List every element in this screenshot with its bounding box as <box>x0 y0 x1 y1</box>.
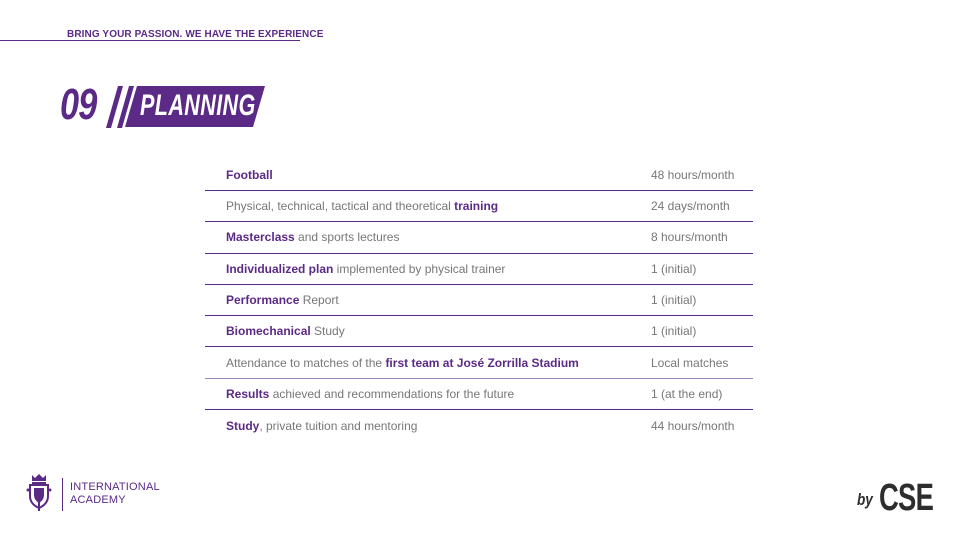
activity-text: Study <box>310 324 345 339</box>
tagline: BRING YOUR PASSION. WE HAVE THE EXPERIENCE <box>67 29 324 40</box>
activity-text: Attendance to matches of the <box>226 355 386 370</box>
activity-text: Report <box>299 293 339 308</box>
amount-cell: 1 (at the end) <box>651 386 723 401</box>
by-label: by <box>857 490 873 509</box>
table-row <box>205 316 753 347</box>
amount-cell: 8 hours/month <box>651 230 728 245</box>
activity-highlight: Results <box>226 386 270 401</box>
activity-highlight: first team at José Zorrilla Stadium <box>385 355 579 370</box>
amount-cell: 1 (initial) <box>651 293 697 308</box>
activity-text: achieved and recommendations for the future <box>269 386 515 401</box>
tagline-underline <box>0 40 300 41</box>
table-row <box>205 347 753 378</box>
activity-cell <box>205 324 651 338</box>
activity-text: , private tuition and mentoring <box>259 418 418 433</box>
amount-cell: 48 hours/month <box>651 168 735 182</box>
activity-highlight: Performance <box>226 293 300 308</box>
academy-name <box>70 481 160 507</box>
amount-cell: 24 days/month <box>651 199 730 214</box>
brand-logo: CSE <box>879 477 934 519</box>
activity-cell <box>205 262 651 276</box>
table-row <box>205 254 753 285</box>
activity-cell <box>205 419 651 433</box>
table-row <box>205 191 753 222</box>
activity-cell <box>205 293 651 307</box>
table-row <box>205 160 753 191</box>
activity-cell <box>205 199 651 213</box>
activity-text: and sports lectures <box>294 230 400 245</box>
amount-cell: 1 (initial) <box>651 261 697 276</box>
activity-cell <box>205 230 651 244</box>
amount-cell: 1 (initial) <box>651 324 697 339</box>
activity-text: Physical, technical, tactical and theoretical <box>226 199 455 214</box>
academy-divider <box>62 478 63 511</box>
activity-cell <box>205 387 651 401</box>
amount-cell: Local matches <box>651 355 729 370</box>
activity-cell <box>205 168 651 182</box>
activity-text: implemented by physical trainer <box>333 261 506 276</box>
planning-table <box>205 160 753 441</box>
table-row <box>205 379 753 410</box>
section-number: 09 <box>60 80 97 129</box>
club-crest-icon <box>26 472 52 512</box>
activity-highlight: Individualized plan <box>226 261 334 276</box>
activity-highlight: Football <box>226 168 273 182</box>
activity-highlight: training <box>454 199 499 214</box>
activity-highlight: Biomechanical <box>226 324 311 339</box>
table-row <box>205 222 753 253</box>
academy-name-line1: INTERNATIONAL <box>70 481 160 493</box>
table-row <box>205 285 753 316</box>
activity-highlight: Study <box>226 418 260 433</box>
activity-cell <box>205 356 651 370</box>
amount-cell: 44 hours/month <box>651 418 735 433</box>
section-title: PLANNING <box>140 89 256 122</box>
activity-highlight: Masterclass <box>226 230 295 245</box>
table-row <box>205 410 753 441</box>
academy-name-line2: ACADEMY <box>70 494 126 506</box>
